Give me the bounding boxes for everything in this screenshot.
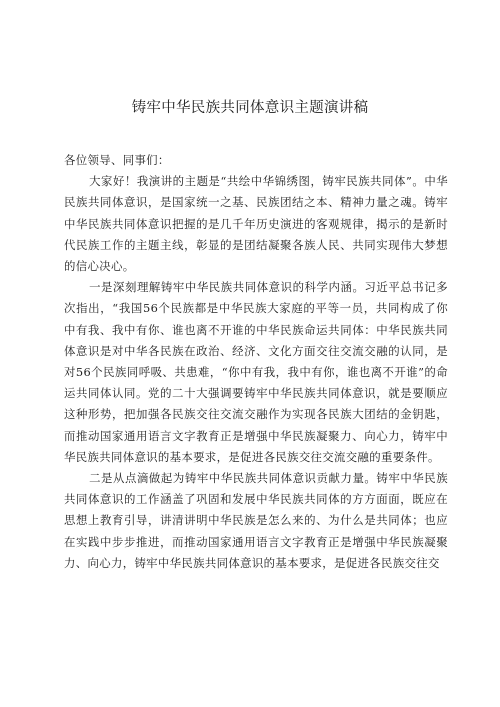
document-body bbox=[64, 150, 448, 574]
document-title: 铸牢中华民族共同体意识主题演讲稿 bbox=[131, 100, 369, 116]
paragraph-point-two: 二是从点滴做起为铸牢中华民族共同体意识贡献力量。铸牢中华民族共同体意识的工作涵盖了巩固和发展中华民族共同体的方方面面，既应在思想上教育引导，讲清讲明中华民族是怎么来的、为什么是共同体；也应在实践中步步推进，而推动国家通用语言文字教育正是增强中华民族凝聚力、向心力，铸牢中华民族共同体意识的基本要求，是促进各民族交往交 bbox=[64, 471, 448, 570]
paragraph-intro: 大家好！我演讲的主题是“共绘中华锦绣图，铸牢民族共同体”。中华民族共同体意识，是国家统一之基、民族团结之本、精神力量之魂。铸牢中华民族共同体意识把握的是几千年历史演进的客观规律，揭示的是新时代民族工作的主题主线，彰显的是团结凝聚各族人民、共同实现伟大梦想的信心决心。 bbox=[64, 174, 448, 274]
salutation: 各位领导、同事们： bbox=[64, 153, 170, 167]
paragraph-point-one: 一是深刻理解铸牢中华民族共同体意识的科学内涵。习近平总书记多次指出，“我国56个民族都是中华民族大家庭的平等一员，共同构成了你中有我、我中有你、谁也离不开谁的中华民族命运共同体：中华民族共同体意识是对中华各民族在政治、经济、文化方面交往交流交融的认同，是对56个民族同呼吸、共患难，“你中有我，我中有你，谁也离不开谁”的命运共同体认同。党的二十大强调要铸牢中华民族共同体意识，就是要顺应这种形势，把加强各民族交往交流交融作为实现各民族大团结的金钥匙，而推动国家通用语言文字教育正是增强中华民族凝聚力、向心力，铸牢中华民族共同体意识的基本要求，是促进各民族交往交流交融的重要条件。 bbox=[64, 280, 448, 464]
